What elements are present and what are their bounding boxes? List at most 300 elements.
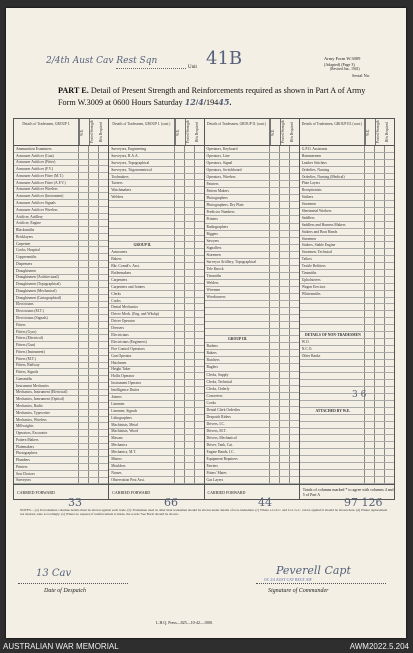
value-cell[interactable] [185, 263, 195, 269]
value-cell[interactable] [385, 249, 394, 255]
value-cell[interactable] [185, 167, 195, 173]
value-cell[interactable] [89, 478, 99, 484]
value-cell[interactable] [79, 437, 89, 443]
value-cell[interactable] [175, 284, 185, 290]
value-cell[interactable] [195, 174, 204, 180]
value-cell[interactable] [375, 408, 385, 414]
value-cell[interactable] [290, 463, 299, 469]
value-cell[interactable] [290, 407, 299, 413]
value-cell[interactable] [79, 471, 89, 477]
value-cell[interactable] [89, 471, 99, 477]
value-cell[interactable] [79, 376, 89, 382]
value-cell[interactable] [175, 311, 185, 317]
value-cell[interactable] [290, 301, 299, 307]
value-cell[interactable] [99, 302, 108, 308]
value-cell[interactable] [365, 401, 375, 407]
value-cell[interactable] [185, 236, 195, 242]
value-cell[interactable] [290, 174, 299, 180]
value-cell[interactable] [290, 245, 299, 251]
value-cell[interactable] [89, 430, 99, 436]
value-cell[interactable] [89, 356, 99, 362]
value-cell[interactable] [99, 369, 108, 375]
value-cell[interactable] [375, 160, 385, 166]
value-cell[interactable] [99, 288, 108, 294]
value-cell[interactable] [375, 442, 385, 448]
value-cell[interactable] [89, 423, 99, 429]
value-cell[interactable] [270, 400, 280, 406]
value-cell[interactable] [175, 160, 185, 166]
value-cell[interactable] [385, 304, 394, 310]
value-cell[interactable] [99, 166, 108, 172]
value-cell[interactable] [99, 457, 108, 463]
value-cell[interactable] [290, 379, 299, 385]
value-cell[interactable] [175, 422, 185, 428]
value-cell[interactable] [89, 227, 99, 233]
value-cell[interactable] [385, 201, 394, 207]
value-cell[interactable] [270, 393, 280, 399]
value-cell[interactable] [385, 174, 394, 180]
value-cell[interactable] [79, 457, 89, 463]
value-cell[interactable] [99, 220, 108, 226]
value-cell[interactable] [89, 207, 99, 213]
value-cell[interactable] [99, 295, 108, 301]
value-cell[interactable] [195, 187, 204, 193]
value-cell[interactable] [195, 463, 204, 469]
value-cell[interactable] [385, 277, 394, 283]
value-cell[interactable] [365, 208, 375, 214]
value-cell[interactable] [89, 180, 99, 186]
value-cell[interactable] [185, 270, 195, 276]
value-cell[interactable] [195, 380, 204, 386]
value-cell[interactable] [375, 318, 385, 324]
value-cell[interactable] [175, 394, 185, 400]
value-cell[interactable] [385, 456, 394, 462]
value-cell[interactable] [270, 386, 280, 392]
value-cell[interactable] [79, 275, 89, 281]
value-cell[interactable] [175, 174, 185, 180]
value-cell[interactable] [270, 477, 280, 483]
value-cell[interactable] [280, 181, 290, 187]
value-cell[interactable] [280, 379, 290, 385]
value-cell[interactable] [89, 241, 99, 247]
value-cell[interactable] [375, 401, 385, 407]
value-cell[interactable] [175, 435, 185, 441]
value-cell[interactable] [375, 167, 385, 173]
value-cell[interactable] [99, 335, 108, 341]
value-cell[interactable] [365, 463, 375, 469]
value-cell[interactable] [99, 464, 108, 470]
value-cell[interactable] [195, 408, 204, 414]
value-cell[interactable] [280, 322, 290, 328]
value-cell[interactable] [195, 318, 204, 324]
value-cell[interactable] [385, 153, 394, 159]
value-cell[interactable] [195, 242, 204, 248]
value-cell[interactable] [365, 249, 375, 255]
value-cell[interactable] [365, 394, 375, 400]
value-cell[interactable] [280, 259, 290, 265]
value-cell[interactable] [89, 444, 99, 450]
value-cell[interactable] [79, 166, 89, 172]
value-cell[interactable] [175, 270, 185, 276]
value-cell[interactable] [195, 160, 204, 166]
value-cell[interactable] [175, 380, 185, 386]
value-cell[interactable] [290, 315, 299, 321]
value-cell[interactable] [375, 284, 385, 290]
value-cell[interactable] [79, 254, 89, 260]
value-cell[interactable] [290, 273, 299, 279]
value-cell[interactable] [365, 332, 375, 338]
value-cell[interactable] [290, 350, 299, 356]
value-cell[interactable] [365, 387, 375, 393]
value-cell[interactable] [89, 220, 99, 226]
value-cell[interactable] [195, 263, 204, 269]
value-cell[interactable] [385, 229, 394, 235]
value-cell[interactable] [175, 339, 185, 345]
value-cell[interactable] [375, 298, 385, 304]
value-cell[interactable] [365, 339, 375, 345]
value-cell[interactable] [99, 342, 108, 348]
value-cell[interactable] [290, 252, 299, 258]
value-cell[interactable] [79, 302, 89, 308]
value-cell[interactable] [79, 423, 89, 429]
value-cell[interactable] [365, 236, 375, 242]
value-cell[interactable] [280, 266, 290, 272]
value-cell[interactable] [99, 247, 108, 253]
value-cell[interactable] [195, 222, 204, 228]
value-cell[interactable] [185, 394, 195, 400]
value-cell[interactable] [365, 194, 375, 200]
value-cell[interactable] [185, 477, 195, 483]
value-cell[interactable] [375, 194, 385, 200]
value-cell[interactable] [290, 259, 299, 265]
value-cell[interactable] [375, 463, 385, 469]
value-cell[interactable] [185, 298, 195, 304]
value-cell[interactable] [99, 471, 108, 477]
value-cell[interactable] [79, 200, 89, 206]
value-cell[interactable] [185, 160, 195, 166]
value-cell[interactable] [375, 311, 385, 317]
value-cell[interactable] [195, 249, 204, 255]
value-cell[interactable] [175, 201, 185, 207]
value-cell[interactable] [175, 429, 185, 435]
value-cell[interactable] [99, 268, 108, 274]
value-cell[interactable] [99, 180, 108, 186]
value-cell[interactable] [175, 153, 185, 159]
value-cell[interactable] [290, 266, 299, 272]
value-cell[interactable] [185, 229, 195, 235]
value-cell[interactable] [365, 291, 375, 297]
value-cell[interactable] [280, 294, 290, 300]
value-cell[interactable] [375, 187, 385, 193]
value-cell[interactable] [175, 236, 185, 242]
value-cell[interactable] [185, 360, 195, 366]
value-cell[interactable] [79, 322, 89, 328]
value-cell[interactable] [99, 187, 108, 193]
value-cell[interactable] [175, 194, 185, 200]
value-cell[interactable] [365, 256, 375, 262]
value-cell[interactable] [195, 360, 204, 366]
value-cell[interactable] [79, 146, 89, 152]
value-cell[interactable] [385, 325, 394, 331]
value-cell[interactable] [195, 442, 204, 448]
value-cell[interactable] [99, 234, 108, 240]
value-cell[interactable] [89, 329, 99, 335]
value-cell[interactable] [375, 263, 385, 269]
value-cell[interactable] [375, 415, 385, 421]
value-cell[interactable] [290, 224, 299, 230]
value-cell[interactable] [99, 261, 108, 267]
value-cell[interactable] [280, 407, 290, 413]
value-cell[interactable] [270, 216, 280, 222]
value-cell[interactable] [375, 201, 385, 207]
value-cell[interactable] [185, 146, 195, 152]
value-cell[interactable] [270, 209, 280, 215]
value-cell[interactable] [290, 470, 299, 476]
value-cell[interactable] [365, 429, 375, 435]
value-cell[interactable] [270, 364, 280, 370]
value-cell[interactable] [375, 380, 385, 386]
value-cell[interactable] [195, 201, 204, 207]
value-cell[interactable] [385, 408, 394, 414]
value-cell[interactable] [89, 342, 99, 348]
value-cell[interactable] [89, 173, 99, 179]
value-cell[interactable] [195, 477, 204, 483]
value-cell[interactable] [195, 270, 204, 276]
value-cell[interactable] [270, 329, 280, 335]
value-cell[interactable] [365, 408, 375, 414]
value-cell[interactable] [385, 284, 394, 290]
value-cell[interactable] [89, 363, 99, 369]
value-cell[interactable] [270, 350, 280, 356]
value-cell[interactable] [280, 449, 290, 455]
value-cell[interactable] [99, 173, 108, 179]
value-cell[interactable] [89, 322, 99, 328]
value-cell[interactable] [385, 146, 394, 152]
value-cell[interactable] [99, 146, 108, 152]
value-cell[interactable] [375, 353, 385, 359]
value-cell[interactable] [280, 231, 290, 237]
value-cell[interactable] [365, 415, 375, 421]
value-cell[interactable] [375, 435, 385, 441]
value-cell[interactable] [290, 287, 299, 293]
value-cell[interactable] [89, 146, 99, 152]
value-cell[interactable] [79, 234, 89, 240]
value-cell[interactable] [195, 422, 204, 428]
value-cell[interactable] [175, 167, 185, 173]
value-cell[interactable] [185, 318, 195, 324]
value-cell[interactable] [195, 332, 204, 338]
value-cell[interactable] [195, 353, 204, 359]
value-cell[interactable] [99, 227, 108, 233]
value-cell[interactable] [375, 304, 385, 310]
value-cell[interactable] [290, 231, 299, 237]
value-cell[interactable] [270, 195, 280, 201]
value-cell[interactable] [185, 380, 195, 386]
value-cell[interactable] [290, 322, 299, 328]
value-cell[interactable] [385, 270, 394, 276]
value-cell[interactable] [270, 442, 280, 448]
value-cell[interactable] [365, 380, 375, 386]
value-cell[interactable] [375, 332, 385, 338]
value-cell[interactable] [280, 280, 290, 286]
value-cell[interactable] [79, 153, 89, 159]
value-cell[interactable] [89, 369, 99, 375]
value-cell[interactable] [290, 216, 299, 222]
value-cell[interactable] [195, 456, 204, 462]
value-cell[interactable] [290, 238, 299, 244]
value-cell[interactable] [89, 261, 99, 267]
value-cell[interactable] [175, 304, 185, 310]
value-cell[interactable] [79, 464, 89, 470]
value-cell[interactable] [365, 187, 375, 193]
value-cell[interactable] [280, 442, 290, 448]
value-cell[interactable] [89, 437, 99, 443]
value-cell[interactable] [99, 437, 108, 443]
value-cell[interactable] [89, 315, 99, 321]
value-cell[interactable] [89, 234, 99, 240]
value-cell[interactable] [270, 301, 280, 307]
value-cell[interactable] [385, 429, 394, 435]
value-cell[interactable] [375, 146, 385, 152]
value-cell[interactable] [99, 383, 108, 389]
value-cell[interactable] [385, 242, 394, 248]
value-cell[interactable] [79, 173, 89, 179]
value-cell[interactable] [175, 332, 185, 338]
value-cell[interactable] [195, 208, 204, 214]
value-cell[interactable] [89, 308, 99, 314]
value-cell[interactable] [290, 449, 299, 455]
value-cell[interactable] [185, 373, 195, 379]
value-cell[interactable] [99, 423, 108, 429]
value-cell[interactable] [99, 403, 108, 409]
value-cell[interactable] [99, 444, 108, 450]
value-cell[interactable] [270, 287, 280, 293]
value-cell[interactable] [195, 284, 204, 290]
value-cell[interactable] [280, 364, 290, 370]
value-cell[interactable] [185, 325, 195, 331]
value-cell[interactable] [280, 477, 290, 483]
value-cell[interactable] [290, 209, 299, 215]
value-cell[interactable] [280, 224, 290, 230]
value-cell[interactable] [385, 339, 394, 345]
value-cell[interactable] [270, 308, 280, 314]
value-cell[interactable] [79, 160, 89, 166]
value-cell[interactable] [99, 376, 108, 382]
value-cell[interactable] [195, 277, 204, 283]
value-cell[interactable] [385, 208, 394, 214]
value-cell[interactable] [79, 450, 89, 456]
value-cell[interactable] [185, 201, 195, 207]
value-cell[interactable] [270, 421, 280, 427]
value-cell[interactable] [365, 167, 375, 173]
value-cell[interactable] [195, 194, 204, 200]
value-cell[interactable] [270, 160, 280, 166]
value-cell[interactable] [375, 215, 385, 221]
value-cell[interactable] [270, 470, 280, 476]
value-cell[interactable] [185, 187, 195, 193]
value-cell[interactable] [195, 429, 204, 435]
value-cell[interactable] [290, 456, 299, 462]
value-cell[interactable] [175, 456, 185, 462]
value-cell[interactable] [280, 343, 290, 349]
value-cell[interactable] [79, 444, 89, 450]
value-cell[interactable] [195, 215, 204, 221]
value-cell[interactable] [280, 209, 290, 215]
value-cell[interactable] [195, 325, 204, 331]
value-cell[interactable] [89, 281, 99, 287]
value-cell[interactable] [375, 339, 385, 345]
value-cell[interactable] [365, 325, 375, 331]
value-cell[interactable] [365, 477, 375, 483]
value-cell[interactable] [79, 396, 89, 402]
value-cell[interactable] [89, 187, 99, 193]
value-cell[interactable] [365, 174, 375, 180]
value-cell[interactable] [375, 229, 385, 235]
value-cell[interactable] [185, 353, 195, 359]
value-cell[interactable] [99, 478, 108, 484]
value-cell[interactable] [270, 174, 280, 180]
value-cell[interactable] [79, 383, 89, 389]
value-cell[interactable] [385, 187, 394, 193]
value-cell[interactable] [365, 470, 375, 476]
value-cell[interactable] [375, 325, 385, 331]
value-cell[interactable] [290, 181, 299, 187]
value-cell[interactable] [270, 245, 280, 251]
value-cell[interactable] [79, 363, 89, 369]
value-cell[interactable] [270, 414, 280, 420]
value-cell[interactable] [175, 208, 185, 214]
value-cell[interactable] [195, 470, 204, 476]
value-cell[interactable] [79, 335, 89, 341]
value-cell[interactable] [195, 229, 204, 235]
value-cell[interactable] [365, 277, 375, 283]
value-cell[interactable] [185, 332, 195, 338]
value-cell[interactable] [79, 478, 89, 484]
value-cell[interactable] [290, 294, 299, 300]
value-cell[interactable] [365, 435, 375, 441]
value-cell[interactable] [99, 281, 108, 287]
value-cell[interactable] [79, 410, 89, 416]
value-cell[interactable] [175, 415, 185, 421]
value-cell[interactable] [99, 390, 108, 396]
value-cell[interactable] [375, 456, 385, 462]
value-cell[interactable] [385, 346, 394, 352]
value-cell[interactable] [385, 373, 394, 379]
value-cell[interactable] [79, 315, 89, 321]
value-cell[interactable] [185, 215, 195, 221]
value-cell[interactable] [185, 339, 195, 345]
value-cell[interactable] [175, 360, 185, 366]
value-cell[interactable] [270, 456, 280, 462]
value-cell[interactable] [375, 174, 385, 180]
value-cell[interactable] [290, 280, 299, 286]
value-cell[interactable] [280, 202, 290, 208]
value-cell[interactable] [270, 435, 280, 441]
value-cell[interactable] [79, 247, 89, 253]
value-cell[interactable] [290, 146, 299, 152]
value-cell[interactable] [385, 401, 394, 407]
value-cell[interactable] [365, 201, 375, 207]
value-cell[interactable] [375, 429, 385, 435]
value-cell[interactable] [270, 294, 280, 300]
value-cell[interactable] [375, 422, 385, 428]
value-cell[interactable] [185, 180, 195, 186]
value-cell[interactable] [185, 249, 195, 255]
value-cell[interactable] [365, 311, 375, 317]
value-cell[interactable] [280, 146, 290, 152]
value-cell[interactable] [185, 256, 195, 262]
value-cell[interactable] [175, 187, 185, 193]
